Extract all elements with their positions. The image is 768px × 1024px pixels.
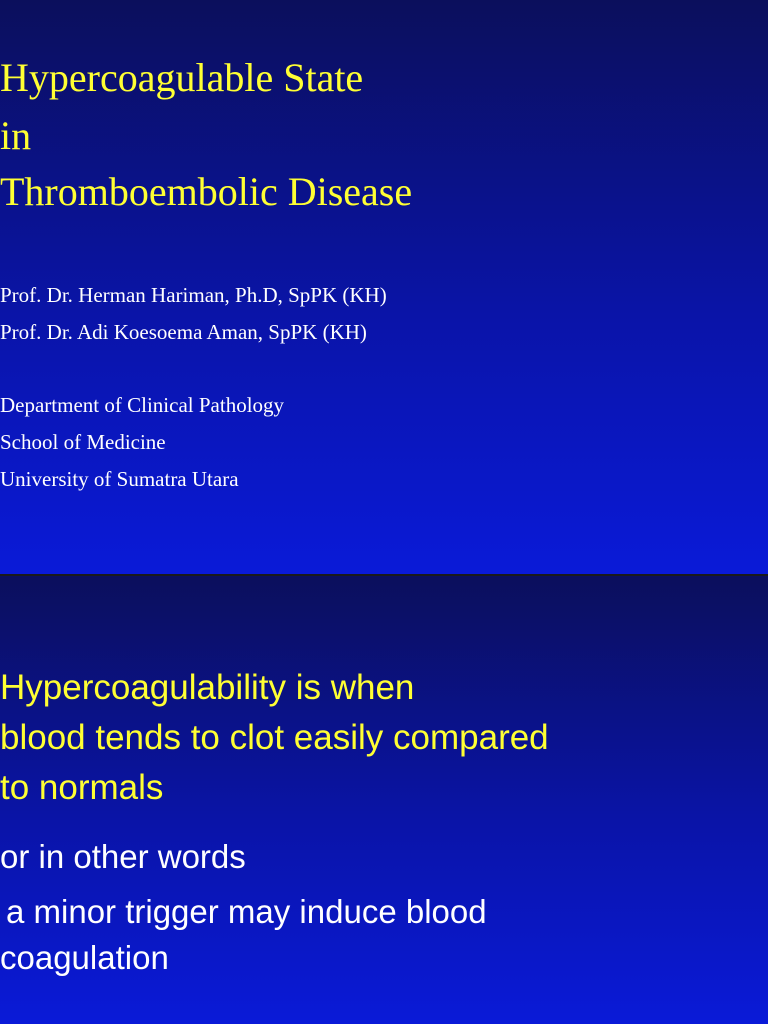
slide-title-line-3: Thromboembolic Disease (0, 169, 413, 214)
affiliation-department: Department of Clinical Pathology (0, 393, 285, 417)
author-2: Prof. Dr. Adi Koesoema Aman, SpPK (KH) (0, 320, 367, 344)
slide-title-line-1: Hypercoagulable State (0, 55, 364, 100)
affiliation-school: School of Medicine (0, 430, 166, 454)
alternate-line-3: coagulation (0, 939, 169, 976)
definition-line-3: to normals (0, 768, 164, 807)
author-1: Prof. Dr. Herman Hariman, Ph.D, SpPK (KH) (0, 283, 387, 307)
definition-line-1: Hypercoagulability is when (0, 668, 415, 707)
slide-title-line-2: in (0, 113, 32, 158)
definition-line-2: blood tends to clot easily compared (0, 718, 549, 757)
alternate-line-2: a minor trigger may induce blood (6, 893, 487, 930)
affiliation-university: University of Sumatra Utara (0, 467, 239, 491)
alternate-line-1: or in other words (0, 838, 246, 875)
